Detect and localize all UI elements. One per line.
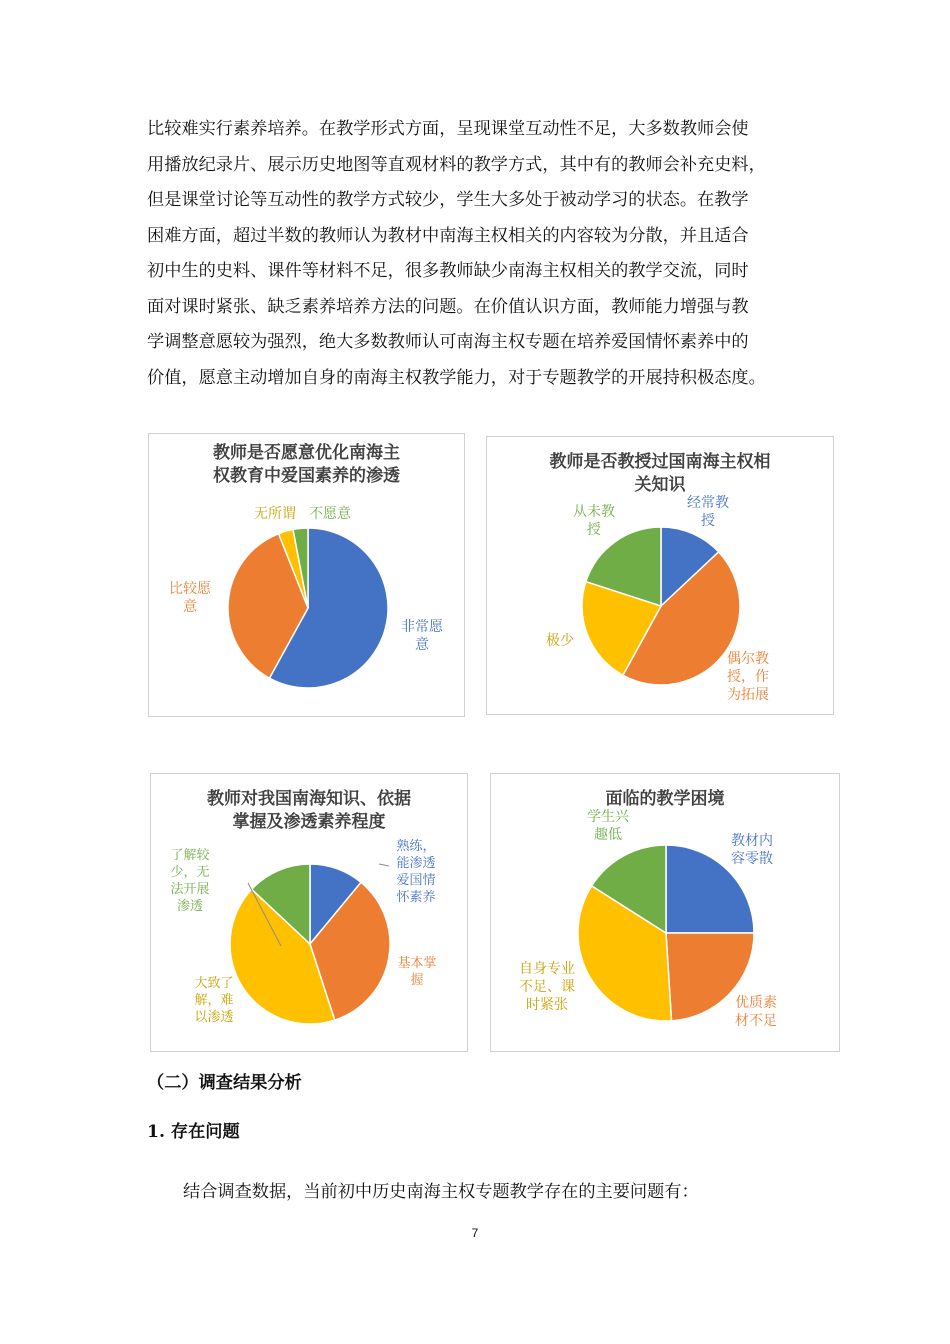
subheading: 1. 存在问题	[147, 1122, 240, 1142]
slice-label: 大致了 解，难 以渗透	[194, 976, 234, 1025]
chart-knowledge	[150, 773, 468, 1052]
section-heading: （二）调查结果分析	[147, 1073, 302, 1093]
intro-paragraph	[147, 112, 807, 396]
slice-label: 学生兴 趣低	[587, 809, 629, 843]
slice-label: 基本掌 握	[397, 956, 437, 988]
chart-title: 教师是否愿意优化南海主 权教育中爱国素养的渗透	[213, 443, 400, 486]
chart-willingness	[148, 433, 465, 717]
slice-label: 极少	[546, 633, 574, 649]
slice-label: 教材内 容零散	[731, 833, 773, 867]
paragraph-line: 初中生的史料、课件等材料不足，很多教师缺少南海主权相关的教学交流，同时	[147, 261, 749, 281]
paragraph-line: 用播放纪录片、展示历史地图等直观材料的教学方式，其中有的教师会补充史料，	[147, 154, 766, 175]
slice-label: 偶尔教 授，作 为拓展	[727, 651, 769, 703]
chart-taught	[486, 436, 834, 715]
slice-label: 非常愿 意	[401, 619, 443, 653]
paragraph-line: 困难方面，超过半数的教师认为教材中南海主权相关的内容较为分散，并且适合	[147, 225, 749, 246]
slice-label: 无所谓	[254, 506, 296, 522]
slice-label: 经常教 授	[687, 495, 729, 529]
slice-label: 熟练， 能渗透 爱国情 怀素养	[396, 839, 436, 905]
paragraph-line: 比较难实行素养培养。在教学形式方面，呈现课堂互动性不足，大多数教师会使	[147, 119, 749, 139]
chart-title: 教师对我国南海知识、依据 掌握及渗透素养程度	[207, 789, 411, 832]
paragraph-line: 但是课堂讨论等互动性的教学方式较少，学生大多处于被动学习的状态。在教学	[147, 190, 749, 210]
paragraph-line: 价值，愿意主动增加自身的南海主权教学能力，对于专题教学的开展持积极态度。	[147, 367, 766, 388]
body-text: 结合调查数据，当前初中历史南海主权专题教学存在的主要问题有：	[183, 1182, 699, 1202]
page-number: 7	[471, 1226, 479, 1240]
paragraph-line: 学调整意愿较为强烈，绝大多数教师认可南海主权专题在培养爱国情怀素养中的	[147, 332, 749, 352]
chart-title: 教师是否教授过国南海主权相 关知识	[549, 452, 771, 495]
paragraph-line: 面对课时紧张、缺乏素养培养方法的问题。在价值认识方面，教师能力增强与教	[147, 296, 749, 317]
chart-difficulties	[490, 773, 840, 1052]
pie-svg	[149, 434, 466, 718]
slice-label: 优质素 材不足	[735, 995, 777, 1029]
slice-label: 比较愿 意	[169, 581, 211, 615]
slice-label: 从未教 授	[573, 504, 615, 538]
slice-label: 了解较 少，无 法开展 渗透	[170, 848, 210, 914]
slice-label: 自身专业 不足、课 时紧张	[519, 961, 575, 1013]
chart-title: 面临的教学困境	[605, 789, 725, 809]
slice-label: 不愿意	[309, 506, 351, 522]
